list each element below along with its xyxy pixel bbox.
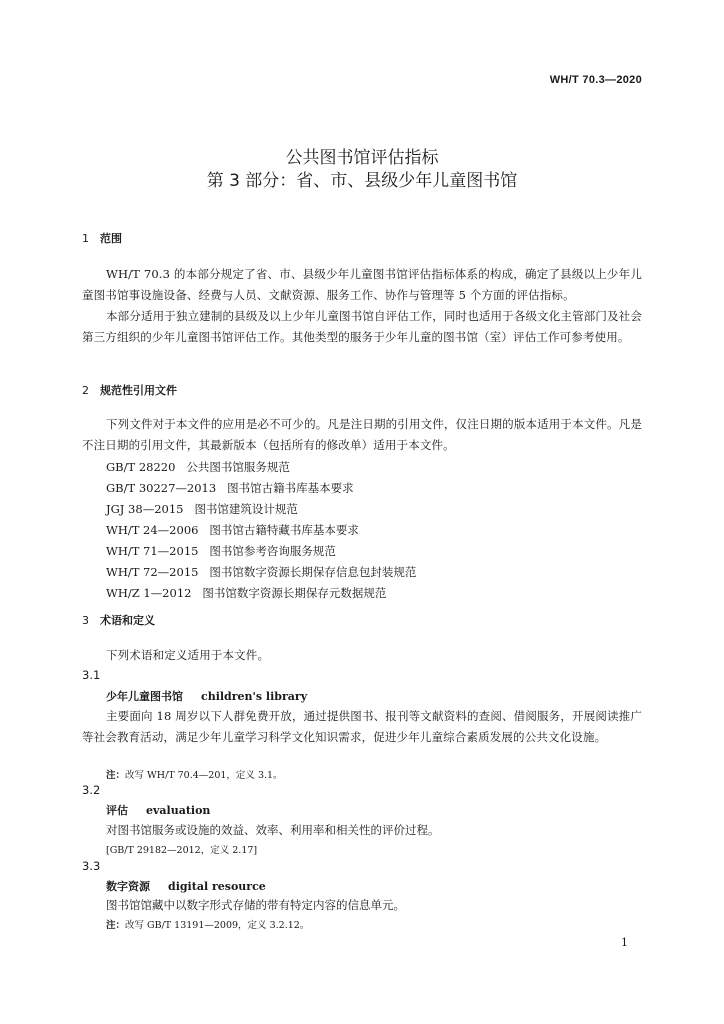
term-note — [106, 917, 309, 931]
section-1-paragraph-2: 本部分适用于独立建制的县级及以上少年儿童图书馆自评估工作，同时也适用于各级文化主管部门及社会第三方组织的少年儿童图书馆评估工作。其他类型的服务于少年儿童的图书馆（室）评估工作可参考使用。 — [82, 309, 642, 344]
note-label: 注： — [106, 920, 126, 931]
term-chinese: 评估 — [106, 804, 128, 817]
term-heading — [106, 878, 266, 894]
reference-title: 图书馆古籍书库基本要求 — [227, 481, 354, 495]
term-number: 3.1 — [82, 668, 101, 682]
section-number: 1 — [82, 232, 89, 245]
note-text: 改写 WH/T 70.4—201，定义 3.1。 — [125, 770, 283, 781]
section-title: 规范性引用文件 — [100, 384, 177, 397]
standard-code: WH/T 70.3—2020 — [549, 74, 642, 86]
term-english: children's library — [201, 690, 308, 703]
term-english: digital resource — [168, 880, 266, 893]
reference-code: WH/T 24—2006 — [106, 523, 199, 537]
section-number: 2 — [82, 384, 89, 397]
term-definition: 图书馆馆藏中以数字形式存储的带有特定内容的信息单元。 — [106, 898, 405, 912]
section-title: 范围 — [100, 232, 122, 245]
reference-item — [106, 585, 386, 601]
reference-code: GB/T 28220 — [106, 460, 176, 474]
reference-code: WH/T 71—2015 — [106, 544, 199, 558]
note-text: 改写 GB/T 13191—2009，定义 3.2.12。 — [125, 920, 310, 931]
document-title: 公共图书馆评估指标 — [285, 148, 439, 168]
term-number: 3.2 — [82, 783, 101, 797]
reference-item — [106, 501, 298, 517]
term-source — [106, 842, 257, 856]
section-1-paragraph-1: WH/T 70.3 的本部分规定了省、市、县级少年儿童图书馆评估指标体系的构成，确定了县级以上少年儿童图书馆事设施设备、经费与人员、文献资源、服务工作、协作与管理等 5 个方面的评估指标。 — [82, 267, 642, 302]
reference-title: 图书馆建筑设计规范 — [194, 502, 298, 516]
reference-code: WH/T 72—2015 — [106, 565, 199, 579]
term-chinese: 数字资源 — [106, 880, 150, 893]
reference-item — [106, 459, 290, 475]
section-2-paragraph-1: 下列文件对于本文件的应用是必不可少的。凡是注日期的引用文件，仅注日期的版本适用于本文件。凡是不注日期的引用文件，其最新版本（包括所有的修改单）适用于本文件。 — [82, 417, 642, 452]
reference-item — [106, 522, 359, 538]
reference-code: JGJ 38—2015 — [106, 502, 184, 516]
reference-title: 图书馆参考咨询服务规范 — [209, 544, 336, 558]
term-definition: 主要面向 18 周岁以下人群免费开放，通过提供图书、报刊等文献资料的查阅、借阅服务，开展阅读推广等社会教育活动，满足少年儿童学习科学文化知识需求，促进少年儿童综合素质发展的公共文化设施。 — [82, 709, 642, 744]
term-definition: 对图书馆服务或设施的效益、效率、利用率和相关性的评价过程。 — [106, 823, 440, 837]
section-3-paragraph-1: 下列术语和定义适用于本文件。 — [106, 648, 270, 662]
reference-title: 图书馆数字资源长期保存信息包封装规范 — [209, 565, 417, 579]
section-2-heading — [82, 382, 177, 398]
reference-item — [106, 543, 336, 559]
term-heading — [106, 802, 210, 818]
reference-code: WH/Z 1—2012 — [106, 586, 192, 600]
page-number: 1 — [621, 936, 628, 949]
reference-item — [106, 564, 416, 580]
section-number: 3 — [82, 614, 89, 627]
section-1-heading — [82, 230, 122, 246]
document-subtitle: 第 3 部分：省、市、县级少年儿童图书馆 — [206, 171, 518, 191]
section-3-heading — [82, 612, 155, 628]
term-chinese: 少年儿童图书馆 — [106, 690, 183, 703]
reference-title: 图书馆数字资源长期保存元数据规范 — [202, 586, 387, 600]
term-note — [106, 767, 283, 781]
note-label: 注： — [106, 770, 126, 781]
reference-title: 图书馆古籍特藏书库基本要求 — [209, 523, 359, 537]
term-number: 3.3 — [82, 859, 101, 873]
reference-code: GB/T 30227—2013 — [106, 481, 217, 495]
reference-title: 公共图书馆服务规范 — [186, 460, 290, 474]
term-heading — [106, 688, 307, 704]
reference-item — [106, 480, 354, 496]
note-text: [GB/T 29182—2012，定义 2.17] — [106, 845, 258, 856]
term-english: evaluation — [146, 804, 211, 817]
section-title: 术语和定义 — [100, 614, 155, 627]
